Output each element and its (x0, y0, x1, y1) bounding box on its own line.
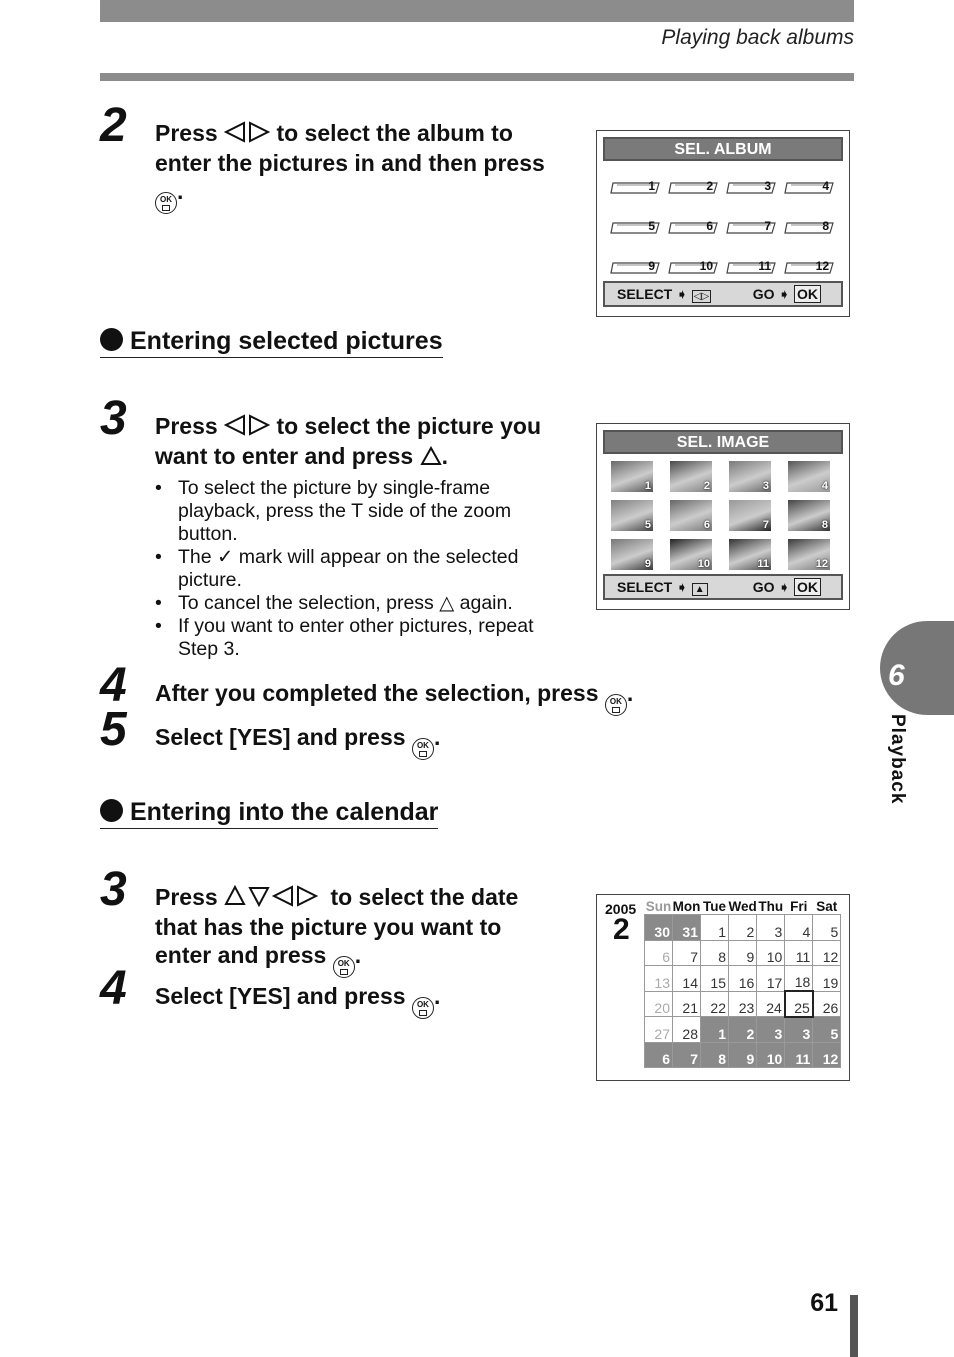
footer-select (617, 576, 708, 601)
screen-footer (603, 281, 843, 307)
calendar-day[interactable]: 30 (645, 915, 673, 941)
image-thumbnail (611, 500, 653, 531)
album-slot (725, 181, 777, 195)
calendar-day[interactable]: 25 (785, 991, 813, 1017)
chapter-number: 6 (888, 659, 905, 692)
calendar-day[interactable]: 8 (701, 1042, 729, 1068)
arrow-right-icon: ➧ (778, 579, 791, 595)
step-text-part: to select the album to enter the pictures in and then press (155, 120, 545, 176)
calendar-day[interactable]: 1 (701, 1017, 729, 1043)
step-5-text (155, 723, 795, 760)
header-title: Playing back albums (661, 26, 854, 49)
bullet-item: • If you want to enter other pictures, repeat Step 3. (155, 615, 555, 661)
calendar-week-row (645, 1042, 841, 1068)
bullet-item: • To cancel the selection, press △ again. (155, 592, 555, 615)
bullet-item: • To select the picture by single-frame playback, press the T side of the zoom button. (155, 477, 555, 546)
image-thumbnail (670, 500, 712, 531)
album-number: 2 (706, 179, 713, 193)
image-number: 10 (697, 558, 710, 570)
sel-image-screen (596, 423, 850, 610)
bullet-dot-icon (100, 328, 123, 351)
calendar-day[interactable]: 27 (645, 1017, 673, 1043)
step-2-text (155, 119, 555, 214)
calendar-day[interactable]: 9 (729, 940, 757, 966)
step-text-part: to select the picture you want to enter and press (155, 413, 542, 469)
calendar-day[interactable]: 10 (757, 1042, 785, 1068)
calendar-day[interactable]: 14 (673, 966, 701, 992)
image-number: 6 (703, 519, 710, 531)
calendar-day[interactable]: 19 (813, 966, 841, 992)
image-thumbnail (788, 461, 830, 492)
calendar-day[interactable]: 2 (729, 1017, 757, 1043)
album-slot (667, 221, 719, 235)
album-slot (783, 221, 835, 235)
footer-go-label: GO (752, 579, 775, 595)
up-arrow-icon (420, 444, 442, 472)
image-number: 9 (644, 558, 651, 570)
album-slot (725, 261, 777, 275)
calendar-day[interactable]: 16 (729, 966, 757, 992)
album-number: 12 (815, 259, 829, 273)
calendar-day[interactable]: 31 (673, 915, 701, 941)
arrow-right-icon: ➧ (676, 579, 688, 595)
step-text-part: . (433, 983, 441, 1009)
step-text-part: to select the date that has the picture you want to enter and press (155, 884, 519, 968)
step-text-part: . (441, 443, 448, 469)
four-way-arrow-icon (224, 885, 324, 913)
left-right-arrow-icon (224, 121, 270, 149)
album-slot (609, 261, 661, 275)
image-number: 8 (821, 519, 828, 531)
calendar-day[interactable]: 26 (813, 991, 841, 1017)
image-number: 1 (644, 480, 651, 492)
bullet-dot-icon (100, 799, 123, 822)
arrow-right-icon: ➧ (676, 286, 688, 302)
album-number: 11 (758, 259, 771, 273)
calendar-day[interactable]: 3 (757, 915, 785, 941)
calendar-day[interactable]: 24 (757, 991, 785, 1017)
calendar-day[interactable]: 13 (645, 966, 673, 992)
top-bar (100, 0, 854, 22)
calendar-day[interactable]: 22 (701, 991, 729, 1017)
up-button-icon: ▲ (692, 583, 708, 596)
image-thumbnail (788, 500, 830, 531)
step-text-part: Select [YES] and press (155, 724, 412, 750)
calendar-day[interactable]: 4 (785, 915, 813, 941)
calendar-day[interactable]: 20 (645, 991, 673, 1017)
step-3b-text (155, 883, 555, 978)
album-number: 3 (764, 179, 771, 193)
section-title: Entering selected pictures (130, 327, 443, 355)
image-thumbnail (611, 461, 653, 492)
calendar-week-row (645, 1017, 841, 1043)
calendar-day[interactable]: 7 (673, 940, 701, 966)
calendar-day[interactable]: 1 (701, 915, 729, 941)
image-thumbnail (611, 539, 653, 570)
footer-select-label: SELECT (617, 286, 673, 302)
ok-button-icon: OK (412, 997, 434, 1019)
calendar-day[interactable]: 7 (673, 1042, 701, 1068)
calendar-day[interactable]: 3 (757, 1017, 785, 1043)
image-number: 3 (762, 480, 769, 492)
chapter-tab (880, 621, 954, 715)
footer-go (753, 283, 821, 305)
calendar-day[interactable]: 9 (729, 1042, 757, 1068)
image-thumbnail (729, 500, 771, 531)
album-slot (725, 221, 777, 235)
bullet-item: • The ✓ mark will appear on the selected picture. (155, 546, 555, 592)
ok-button-icon: OK (412, 738, 434, 760)
calendar-day[interactable]: 23 (729, 991, 757, 1017)
calendar-month: 2 (613, 913, 630, 946)
step-text-part: . (354, 942, 362, 968)
step-text-part: Press (155, 120, 225, 146)
album-number: 9 (648, 259, 655, 273)
chapter-label: Playback (887, 714, 908, 805)
calendar-week-row (645, 991, 841, 1017)
weekday-label: Wed (728, 899, 757, 914)
step-number: 3 (100, 863, 127, 916)
calendar-day[interactable]: 6 (645, 940, 673, 966)
calendar-day[interactable]: 15 (701, 966, 729, 992)
calendar-day[interactable]: 21 (673, 991, 701, 1017)
step-4b-text (155, 982, 555, 1019)
image-thumbnail (788, 539, 830, 570)
album-slot (609, 221, 661, 235)
left-right-arrow-icon (224, 414, 270, 442)
step-number: 4 (100, 659, 127, 712)
ok-label: OK (794, 578, 821, 596)
step-number: 5 (100, 703, 127, 756)
calendar-day[interactable]: 3 (785, 1017, 813, 1043)
calendar-header-row (645, 899, 841, 915)
page-number: 61 (810, 1289, 838, 1317)
step-text-part: . (177, 178, 184, 204)
calendar-day[interactable]: 11 (785, 1042, 813, 1068)
calendar-week-row (645, 915, 841, 941)
album-slot (667, 181, 719, 195)
album-slot (783, 261, 835, 275)
left-right-button-icon: ◁▷ (693, 291, 710, 302)
footer-go (753, 576, 821, 598)
image-thumbnail (729, 539, 771, 570)
screen-footer (603, 574, 843, 600)
calendar-day[interactable]: 5 (813, 915, 841, 941)
step-text-part: Select [YES] and press (155, 983, 412, 1009)
image-number: 4 (821, 480, 828, 492)
calendar-day[interactable]: 28 (673, 1017, 701, 1043)
calendar-day[interactable]: 12 (813, 940, 841, 966)
weekday-label: Thu (758, 899, 784, 914)
album-slot (609, 181, 661, 195)
weekday-label: Tue (703, 899, 726, 914)
weekday-label: Sat (816, 899, 838, 914)
sel-album-screen (596, 130, 850, 317)
ok-button-icon: OK (155, 192, 177, 214)
calendar-day[interactable]: 18 (785, 966, 813, 992)
image-number: 11 (757, 558, 769, 570)
image-number: 5 (644, 519, 651, 531)
page-bar (850, 1295, 858, 1357)
ok-button-icon: OK (333, 956, 355, 978)
album-number: 8 (822, 219, 829, 233)
album-number: 1 (648, 179, 655, 193)
calendar-grid (644, 899, 841, 1068)
calendar-year: 2005 (605, 901, 637, 917)
section-heading (100, 327, 443, 358)
image-thumbnail (729, 461, 771, 492)
album-number: 6 (706, 219, 713, 233)
image-number: 7 (762, 519, 769, 531)
calendar-week-row (645, 966, 841, 992)
screen-title: SEL. ALBUM (603, 137, 843, 161)
album-slot (667, 261, 719, 275)
calendar-screen (596, 894, 850, 1081)
header-rule (100, 73, 854, 81)
album-slot (783, 181, 835, 195)
calendar-day[interactable]: 10 (757, 940, 785, 966)
step-4-text (155, 679, 795, 716)
arrow-right-icon: ➧ (778, 286, 791, 302)
calendar-day[interactable]: 12 (813, 1042, 841, 1068)
image-thumbnail (670, 539, 712, 570)
screen-title: SEL. IMAGE (603, 430, 843, 454)
image-number: 12 (815, 558, 828, 570)
step-number: 3 (100, 392, 127, 445)
calendar-week-row (645, 940, 841, 966)
step-text-part: . (433, 724, 441, 750)
weekday-label: Fri (790, 899, 808, 914)
footer-go-label: GO (752, 286, 775, 302)
album-number: 10 (699, 259, 713, 273)
calendar-day[interactable]: 17 (757, 966, 785, 992)
step-3-text (155, 412, 555, 472)
calendar-day[interactable]: 2 (729, 915, 757, 941)
image-thumbnail (670, 461, 712, 492)
album-number: 7 (764, 219, 771, 233)
footer-select (617, 283, 711, 308)
step-text-part: . (626, 680, 634, 706)
calendar-day[interactable]: 11 (785, 940, 813, 966)
section-title: Entering into the calendar (130, 798, 439, 826)
section-heading (100, 798, 438, 829)
step-number: 2 (100, 99, 127, 152)
step-text-part: After you completed the selection, press (155, 680, 605, 706)
step-number: 4 (100, 962, 127, 1015)
ok-button-icon: OK (605, 694, 627, 716)
step-text-part: Press (155, 884, 225, 910)
album-number: 5 (648, 219, 655, 233)
calendar-day[interactable]: 6 (645, 1042, 673, 1068)
ok-label: OK (794, 285, 821, 303)
album-number: 4 (822, 179, 829, 193)
weekday-label: Sun (645, 899, 672, 914)
calendar-day[interactable]: 8 (701, 940, 729, 966)
image-number: 2 (703, 480, 710, 492)
step-text-part: Press (155, 413, 225, 439)
calendar-body (645, 915, 841, 1068)
calendar-day[interactable]: 5 (813, 1017, 841, 1043)
footer-select-label: SELECT (617, 579, 673, 595)
step-3-bullets (155, 477, 555, 661)
weekday-label: Mon (672, 899, 701, 914)
